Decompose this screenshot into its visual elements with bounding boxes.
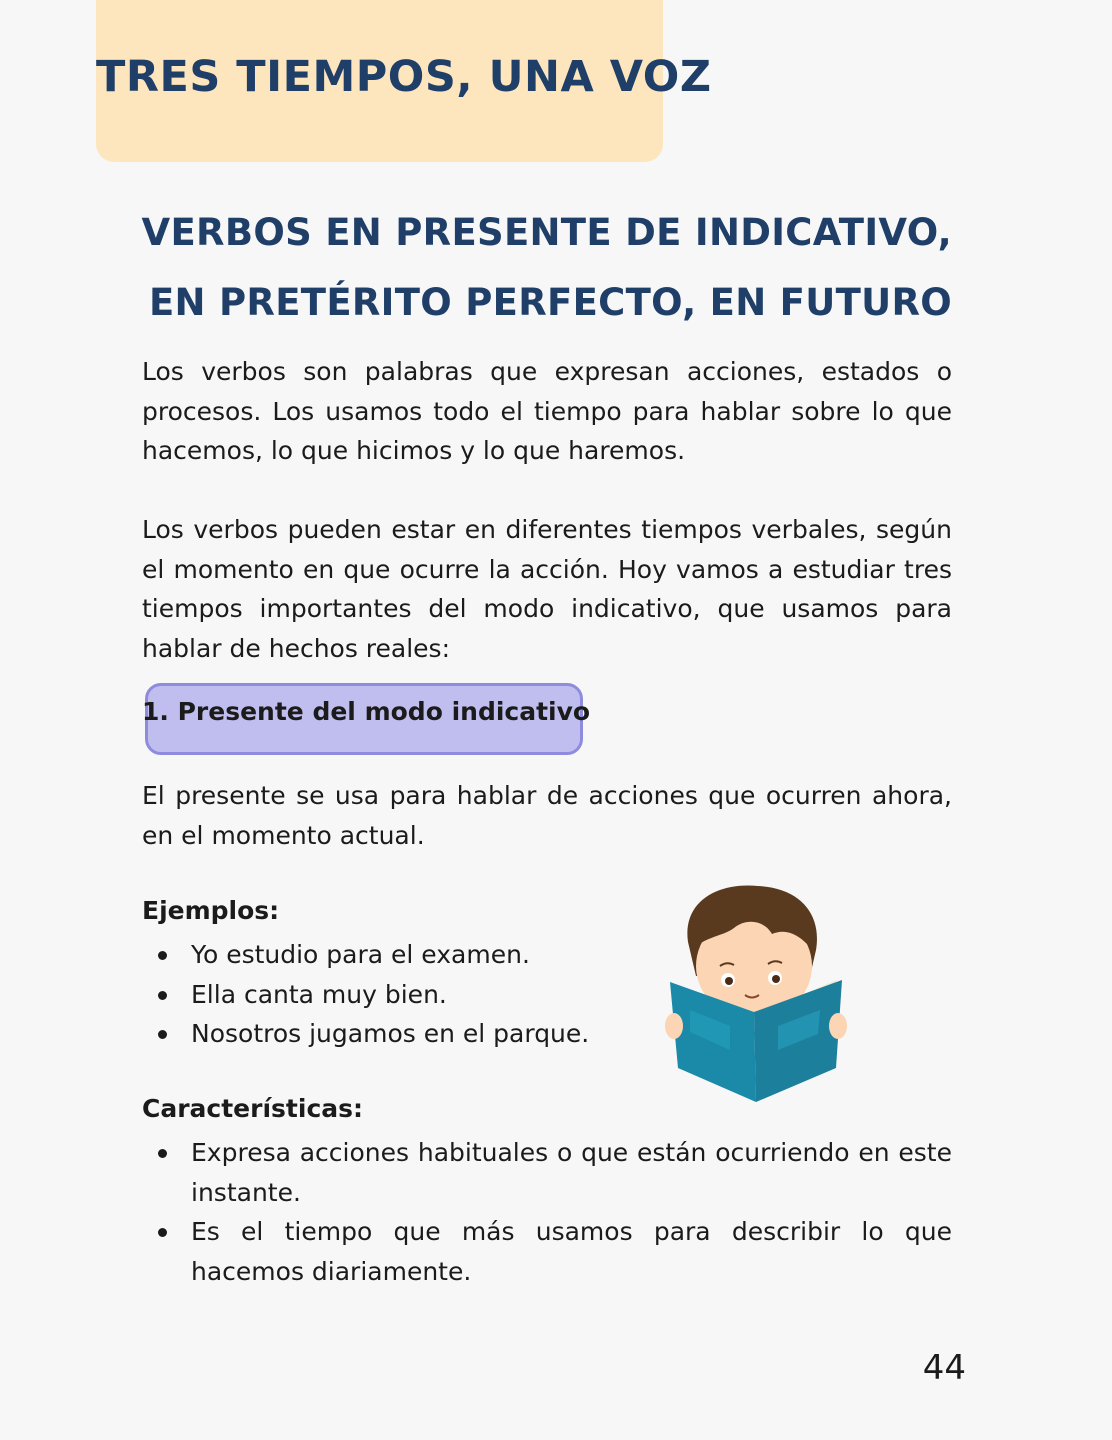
examples-list [142, 935, 642, 1054]
list-item: Ella canta muy bien. [142, 975, 642, 1015]
features-list [142, 1133, 952, 1291]
section-description: El presente se usa para hablar de acciones que ocurren ahora, en el momento actual. [142, 781, 952, 850]
examples-heading: Ejemplos: [142, 896, 280, 925]
subtitle-line-2: EN PRETÉRITO PERFECTO, EN FUTURO [148, 281, 952, 324]
page-subtitle [140, 198, 952, 338]
list-item: Es el tiempo que más usamos para describir lo que hacemos diariamente. [142, 1212, 952, 1291]
boy-reading-book-icon [660, 880, 855, 1105]
list-item: Yo estudio para el examen. [142, 935, 642, 975]
title-banner [96, 0, 712, 162]
intro-paragraph-1: Los verbos son palabras que expresan acciones, estados o procesos. Los usamos todo el tiempo para hablar sobre lo que hacemos, lo que hicimos y lo que haremos. [142, 357, 952, 465]
section-heading: 1. Presente del modo indicativo [142, 697, 591, 726]
page-number: 44 [922, 1348, 966, 1388]
page-title: TRES TIEMPOS, UNA VOZ [96, 52, 712, 102]
list-item: Nosotros jugamos en el parque. [142, 1014, 642, 1054]
features-heading: Características: [142, 1094, 364, 1123]
intro-paragraph-2: Los verbos pueden estar en diferentes tiempos verbales, según el momento en que ocurre la acción. Hoy vamos a estudiar tres tiempos importantes del modo indicativo, que usamos para hablar de hechos reales: [142, 515, 952, 663]
list-item: Expresa acciones habituales o que están ocurriendo en este instante. [142, 1133, 952, 1212]
subtitle-line-1: VERBOS EN PRESENTE DE INDICATIVO, [141, 211, 952, 254]
